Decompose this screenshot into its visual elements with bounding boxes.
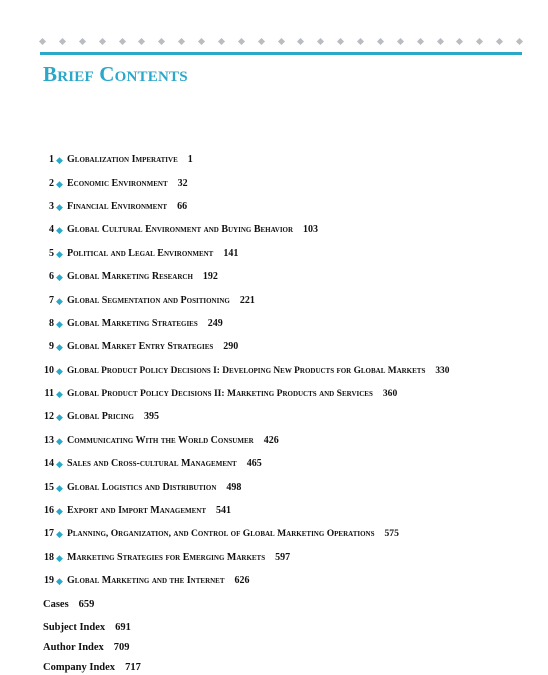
page-number: 498 (226, 482, 242, 493)
toc-entry[interactable] (0, 457, 548, 471)
decorative-dot-row (40, 35, 522, 47)
toc-entry[interactable] (0, 200, 548, 214)
diamond-dot (218, 37, 225, 44)
chapter-title: Globalization Imperative 1 (67, 154, 193, 165)
diamond-dot (377, 37, 384, 44)
diamond-dot (297, 37, 304, 44)
page-number: 330 (435, 366, 450, 376)
diamond-bullet-icon: ◆ (56, 342, 63, 352)
toc-entry[interactable] (0, 574, 548, 588)
toc-entry[interactable] (0, 504, 548, 518)
diamond-dot (496, 37, 503, 44)
diamond-bullet-icon: ◆ (56, 225, 63, 235)
toc-entry[interactable] (0, 387, 548, 401)
page-number: 709 (113, 642, 130, 653)
diamond-dot (79, 37, 86, 44)
toc-entry[interactable] (0, 410, 548, 424)
chapter-title: Economic Environment 32 (67, 178, 188, 189)
page-number: 426 (263, 435, 279, 446)
chapter-number: 17 (44, 528, 54, 539)
chapter-number: 11 (44, 388, 54, 399)
page-number: 465 (246, 458, 262, 469)
toc-entry[interactable] (0, 177, 548, 191)
chapter-title: Global Marketing Strategies 249 (67, 318, 223, 329)
diamond-dot (158, 37, 165, 44)
diamond-bullet-icon: ◆ (56, 436, 63, 446)
diamond-dot (436, 37, 443, 44)
chapter-title: Political and Legal Environment 141 (67, 248, 239, 259)
chapter-title: Sales and Cross-cultural Management 465 (67, 458, 262, 469)
toc-entry[interactable] (0, 481, 548, 495)
chapter-number: 13 (44, 435, 54, 446)
chapter-title: Global Marketing and the Internet 626 (67, 575, 250, 586)
diamond-bullet-icon: ◆ (56, 249, 63, 259)
diamond-dot (178, 37, 185, 44)
chapter-title: Marketing Strategies for Emerging Markets 597 (67, 552, 291, 563)
diamond-dot (138, 37, 145, 44)
page-title: Brief Contents (43, 62, 188, 86)
toc-entry[interactable] (0, 223, 548, 237)
diamond-dot (337, 37, 344, 44)
page-number: 360 (382, 388, 398, 399)
diamond-dot (317, 37, 324, 44)
toc-entry[interactable] (0, 364, 548, 378)
chapter-number: 15 (44, 482, 54, 493)
toc-entry[interactable] (0, 527, 548, 541)
chapter-title: Global Product Policy Decisions I: Developing New Products for Global Markets 330 (67, 366, 450, 376)
diamond-dot (516, 37, 523, 44)
page-number: 575 (384, 528, 399, 539)
chapter-number: 2 (49, 178, 54, 189)
page-number: 395 (143, 411, 159, 422)
chapter-number: 10 (44, 365, 54, 376)
page-number: 141 (223, 248, 239, 259)
diamond-bullet-icon: ◆ (56, 296, 63, 306)
diamond-bullet-icon: ◆ (56, 506, 63, 516)
chapter-title: Global Segmentation and Positioning 221 (67, 295, 255, 306)
chapter-number: 9 (49, 341, 54, 352)
diamond-bullet-icon: ◆ (56, 366, 63, 376)
back-matter-label: Cases (43, 599, 69, 610)
chapter-number: 16 (44, 505, 54, 516)
diamond-dot (417, 37, 424, 44)
page-number: 1 (187, 154, 193, 165)
back-matter-entry[interactable] (43, 598, 94, 612)
diamond-bullet-icon: ◆ (56, 202, 63, 212)
page-number: 597 (275, 552, 291, 563)
back-matter-entry[interactable] (43, 661, 141, 675)
header-rule (40, 52, 522, 55)
diamond-dot (118, 37, 125, 44)
diamond-bullet-icon: ◆ (56, 272, 63, 282)
diamond-bullet-icon: ◆ (56, 483, 63, 493)
chapter-title: Financial Environment 66 (67, 201, 188, 212)
chapter-number: 6 (49, 271, 54, 282)
diamond-dot (397, 37, 404, 44)
page-number: 221 (239, 295, 255, 306)
diamond-bullet-icon: ◆ (56, 179, 63, 189)
diamond-bullet-icon: ◆ (56, 155, 63, 165)
diamond-bullet-icon: ◆ (56, 412, 63, 422)
chapter-number: 7 (49, 295, 54, 306)
page-number: 249 (207, 318, 223, 329)
diamond-dot (258, 37, 265, 44)
chapter-number: 3 (49, 201, 54, 212)
toc-entry[interactable] (0, 434, 548, 448)
toc-entry[interactable] (0, 340, 548, 354)
page-number: 541 (216, 505, 232, 516)
toc-entry[interactable] (0, 294, 548, 308)
page-number: 103 (303, 224, 319, 235)
back-matter-entry[interactable] (43, 641, 130, 655)
toc-entry[interactable] (0, 270, 548, 284)
chapter-number: 12 (44, 411, 54, 422)
page-number: 626 (234, 575, 250, 586)
page-number: 659 (78, 599, 95, 610)
back-matter-label: Author Index (43, 642, 104, 653)
diamond-dot (99, 37, 106, 44)
chapter-title: Global Market Entry Strategies 290 (67, 341, 239, 352)
diamond-dot (277, 37, 284, 44)
toc-entry[interactable] (0, 317, 548, 331)
chapter-number: 4 (49, 224, 54, 235)
page-number: 691 (115, 622, 131, 633)
chapter-title: Global Pricing 395 (67, 411, 159, 422)
diamond-bullet-icon: ◆ (56, 576, 63, 586)
page-number: 66 (177, 201, 188, 212)
page-number: 192 (202, 271, 218, 282)
chapter-number: 19 (44, 575, 54, 586)
chapter-title: Export and Import Management 541 (67, 505, 232, 516)
chapter-number: 1 (49, 154, 54, 165)
diamond-bullet-icon: ◆ (56, 553, 63, 563)
diamond-dot (456, 37, 463, 44)
chapter-number: 18 (44, 552, 54, 563)
page-number: 32 (177, 178, 188, 189)
diamond-bullet-icon: ◆ (56, 389, 63, 399)
diamond-dot (238, 37, 245, 44)
toc-entry[interactable] (0, 153, 548, 167)
diamond-dot (39, 37, 46, 44)
diamond-dot (198, 37, 205, 44)
back-matter-label: Subject Index (43, 622, 106, 633)
chapter-title: Global Logistics and Distribution 498 (67, 482, 242, 493)
toc-entry[interactable] (0, 247, 548, 261)
chapter-number: 5 (49, 248, 54, 259)
back-matter-label: Company Index (43, 662, 116, 673)
back-matter-entry[interactable] (43, 621, 131, 635)
chapter-number: 14 (44, 458, 54, 469)
diamond-bullet-icon: ◆ (56, 459, 63, 469)
page-number: 290 (223, 341, 239, 352)
chapter-title: Communicating With the World Consumer 426 (67, 435, 279, 446)
chapter-title: Global Marketing Research 192 (67, 271, 218, 282)
page-number: 717 (125, 662, 141, 673)
chapter-title: Planning, Organization, and Control of Global Marketing Operations 575 (67, 528, 399, 539)
chapter-title: Global Product Policy Decisions II: Marketing Products and Services 360 (67, 388, 398, 399)
diamond-bullet-icon: ◆ (56, 319, 63, 329)
chapter-number: 8 (49, 318, 54, 329)
diamond-dot (357, 37, 364, 44)
diamond-dot (476, 37, 483, 44)
diamond-dot (59, 37, 66, 44)
chapter-title: Global Cultural Environment and Buying Behavior 103 (67, 224, 319, 235)
diamond-bullet-icon: ◆ (56, 529, 63, 539)
toc-entry[interactable] (0, 551, 548, 565)
